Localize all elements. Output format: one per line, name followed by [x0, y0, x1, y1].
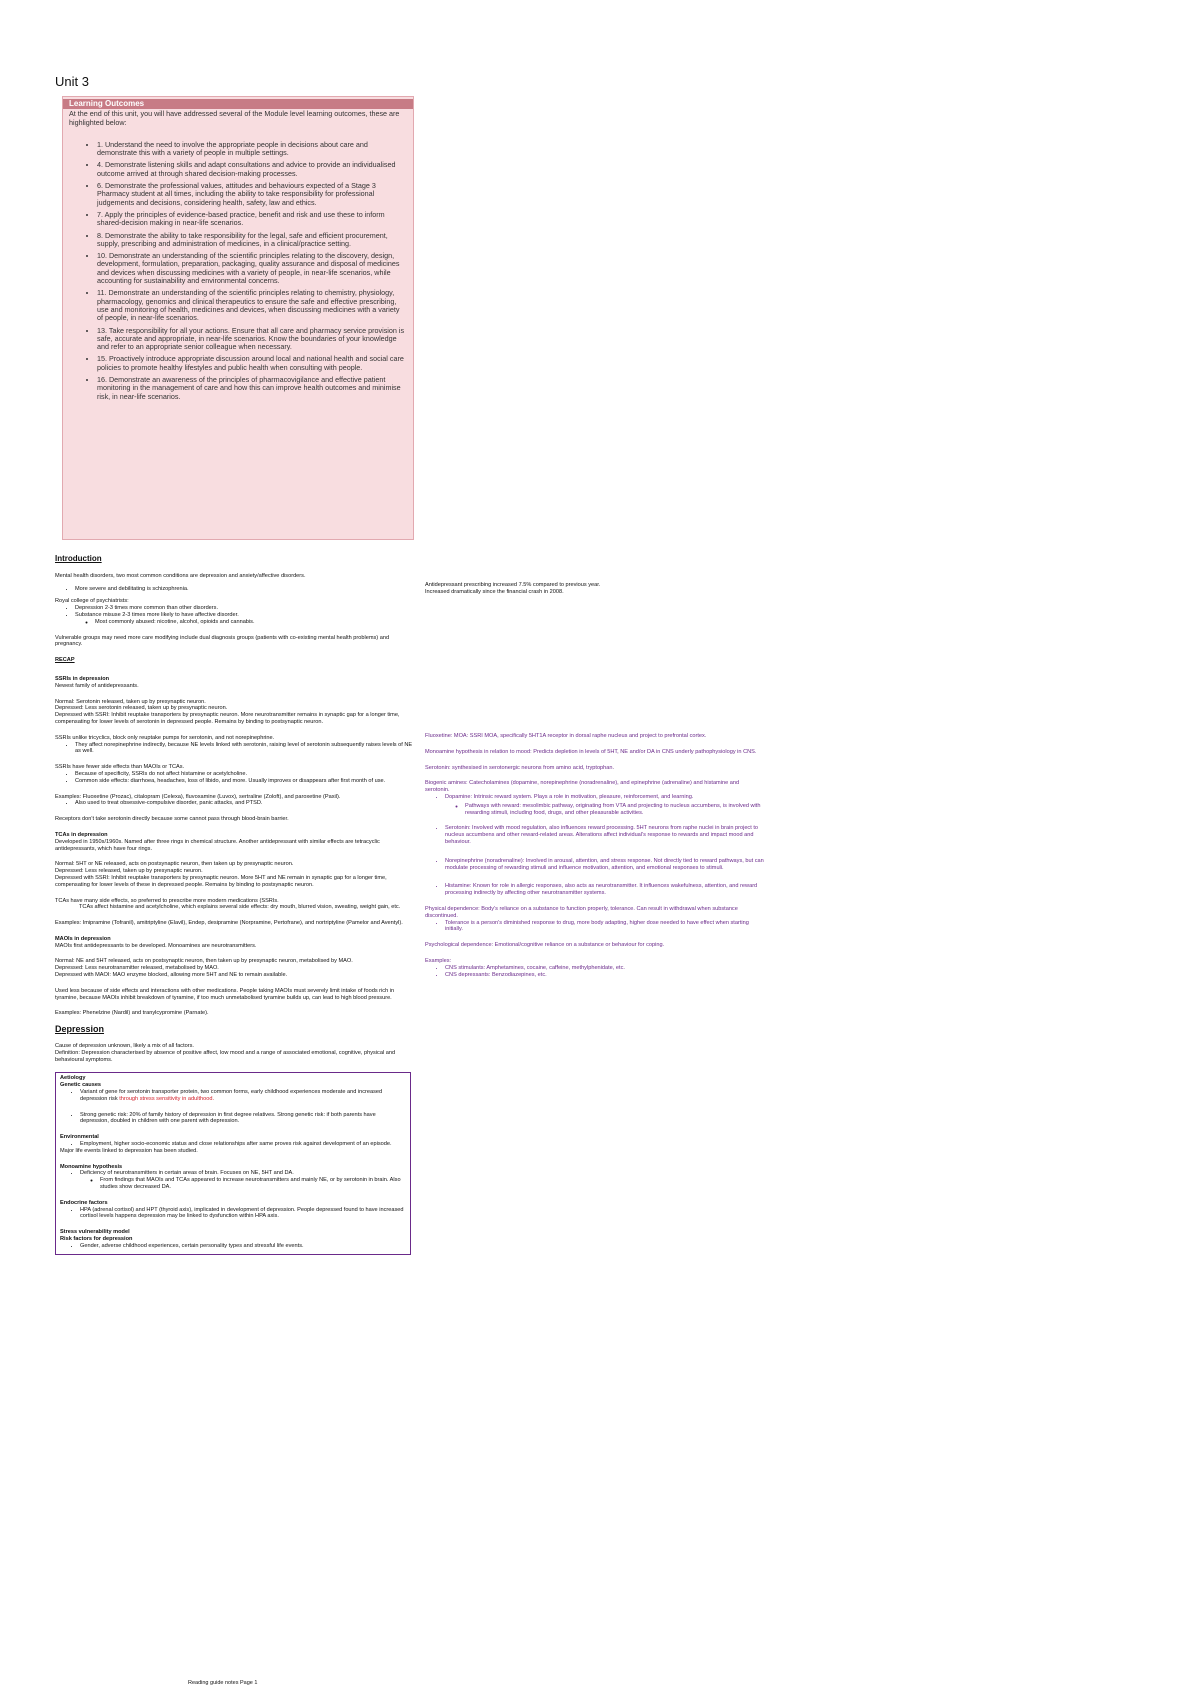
- learning-outcomes-heading: Learning Outcomes: [63, 99, 413, 109]
- list-item: ◦ From findings that MAOIs and TCAs appeared to increase neurotransmitters and mainly NE, or by serotonin in brain. Also studies show decreased DA.: [100, 1177, 406, 1191]
- list-item: • 13. Take responsibility for all your actions. Ensure that all care and pharmacy service provision is safe, accurate and appropriate, in near-life scenarios. Know the boundaries of your knowledge and refer to an appropriate senior colleague when necessary.: [97, 327, 407, 352]
- genetic-bullet-highlight: through stress sensitivity in adulthood.: [119, 1095, 215, 1102]
- list-item: • 6. Demonstrate the professional values, attitudes and behaviours expected of a Stage 3 Pharmacy student at all times, including the ability to take responsibility for professional judgements and decisions, considering health, safety, law and ethics.: [97, 182, 407, 207]
- environmental-paragraph: Major life events linked to depression has been studied.: [60, 1147, 198, 1154]
- intro-bullets: [55, 586, 415, 593]
- stress-model-subheading: Risk factors for depression: [60, 1236, 133, 1242]
- tca-line: Depressed with SSRI: Inhibit reuptake transporters by presynaptic neuron. More 5HT and NE remain in synaptic gap for a longer time, compensating for lower levels of these in depressed people. Remains by binding to postsynaptic neuron.: [55, 874, 387, 888]
- monoamine-bullets: [60, 1170, 406, 1190]
- ssri-examples-bullets: [55, 800, 415, 807]
- ssri-examples: Examples: Fluoxetine (Prozac), citalopram (Celexa), fluvoxamine (Luvox), sertraline (Zoloft), and paroxetine (Paxil).: [55, 793, 341, 800]
- rcp-heading: Royal college of psychiatrists:: [55, 598, 129, 605]
- tca-subheading: Developed in 1950s/1960s. Named after three rings in chemical structure. Another antidepressant with similar effects are tetracyclic antidepressants, which have four rings.: [55, 838, 380, 852]
- genetic-heading: Genetic causes: [60, 1082, 102, 1089]
- right-column-intro: [425, 582, 765, 596]
- genetic-bullets: [60, 1089, 406, 1103]
- ssri-line: Depressed with SSRI: Inhibit reuptake transporters by presynaptic neuron. More neurotransmitter remains in synaptic gap for a longer time, compensating for lower levels of serotonin in depressed people. Remains by binding to postsynaptic neuron.: [55, 712, 400, 725]
- list-item: ◦ Pathways with reward: mesolimbic pathway, originating from VTA and projecting to nucleus accumbens, is involved with rewarding stimuli, including food, drugs, and other pleasurable activities.: [465, 803, 765, 817]
- note-paragraph: Psychological dependence: Emotional/cognitive reliance on a substance or behaviour for coping.: [425, 942, 665, 949]
- learning-outcomes-list: [69, 141, 407, 401]
- amine-sub-bullets: [445, 803, 765, 817]
- list-item: • They affect norepinephrine indirectly, because NE levels linked with serotonin, raising level of serotonin subsequently raises levels of NE as well.: [75, 742, 415, 756]
- note-paragraph: Serotonin: synthesised in serotonergic neurons from amino acid, tryptophan.: [425, 764, 615, 771]
- ssri-line: Normal: Serotonin released, taken up by presynaptic neuron.: [55, 698, 206, 705]
- list-item: • 10. Demonstrate an understanding of the scientific principles relating to the discovery, design, development, formulation, preparation, packaging, quality assurance and disposal of medicines and devices when discussing medicines with a variety of people, in near-life scenarios, while accounting for sustainability and environmental concerns.: [97, 252, 407, 285]
- list-item: • 4. Demonstrate listening skills and adapt consultations and advice to provide an individualised outcome arrived at through shared decision-making processes.: [97, 161, 407, 178]
- list-item: • Depression 2-3 times more common than other disorders.: [75, 605, 415, 612]
- dependence-bullets: [425, 920, 765, 934]
- learning-outcomes-box: [62, 96, 414, 540]
- tca-line: Depressed: Less released, taken up by presynaptic neuron.: [55, 868, 203, 875]
- aetiology-box: [55, 1072, 411, 1254]
- maoi-subheading: MAOIs first antidepressants to be developed. Monoamines are neurotransmitters.: [55, 942, 257, 949]
- environmental-heading: Environmental: [60, 1134, 99, 1141]
- maoi-examples: Examples: Phenelzine (Nardil) and tranylcypromine (Parnate).: [55, 1010, 209, 1017]
- rcp-sub-bullets: [75, 619, 415, 626]
- right-intro-line: Increased dramatically since the financial crash in 2008.: [425, 588, 564, 595]
- list-item: • 8. Demonstrate the ability to take responsibility for the legal, safe and efficient procurement, supply, prescribing and administration of medicines, in a clinical/practice setting.: [97, 232, 407, 249]
- ssri-paragraph: Receptors don't take serotonin directly because some cannot pass through blood-brain barrier.: [55, 816, 289, 823]
- recap-title: RECAP: [55, 657, 75, 664]
- list-item: [80, 1089, 406, 1103]
- list-item: • 7. Apply the principles of evidence-based practice, benefit and risk and use these to inform shared-decision making in near-life scenarios.: [97, 211, 407, 228]
- page-footer: Reading guide notes Page 1: [188, 1680, 258, 1686]
- environmental-bullets: [60, 1141, 406, 1148]
- ssri-bullets: [55, 742, 415, 756]
- maoi-line: Normal: NE and 5HT released, acts on postsynaptic neuron, then taken up by presynaptic neuron, metabolised by MAO.: [55, 958, 353, 965]
- rcp-bullets: [55, 605, 415, 625]
- vulnerable-groups-paragraph: Vulnerable groups may need more care modifying include dual diagnosis groups (patients with co-existing mental health problems) and pregnancy.: [55, 634, 390, 648]
- list-item: • More severe and debilitating is schizophrenia.: [75, 586, 415, 593]
- list-item: • 15. Proactively introduce appropriate discussion around local and national health and social care policies to promote healthy lifestyles and public health when consulting with people.: [97, 355, 407, 372]
- list-item: • Serotonin: Involved with mood regulation, also influences reward processing. 5HT neurons from raphe nuclei in brain project to nucleus accumbens and other reward-related areas. Alterations affect individual's response to rewards and impact mood and behaviour.: [445, 825, 765, 845]
- stress-model-bullets: [60, 1243, 406, 1250]
- maoi-line: Depressed: Less neurotransmitter released, metabolised by MAO.: [55, 965, 219, 972]
- monoamine-heading: Monoamine hypothesis: [60, 1163, 123, 1170]
- right-column-notes: [425, 733, 765, 984]
- ssri-paragraph: SSRIs unlike tricyclics, block only reuptake pumps for serotonin, and not norepinephrine.: [55, 734, 275, 741]
- tca-paragraph-sub: TCAs affect histamine and acetylcholine, which explains several side effects: dry mouth, blurred vision, sweating, weight gain, etc.: [79, 904, 401, 911]
- depression-paragraph: Cause of depression unknown, likely a mix of all factors.: [55, 1043, 194, 1050]
- list-item: ◦ Most commonly abused: nicotine, alcohol, opioids and cannabis.: [95, 619, 415, 626]
- list-item: • Also used to treat obsessive-compulsive disorder, panic attacks, and PTSD.: [75, 800, 415, 807]
- list-item: • Common side effects: diarrhoea, headaches, loss of libido, and more. Usually improves or disappears after first month of use.: [75, 778, 415, 785]
- ssri-bullets: [55, 771, 415, 785]
- learning-outcomes-intro: At the end of this unit, you will have addressed several of the Module level learning outcomes, these are highlighted below:: [69, 109, 400, 127]
- list-item: • Gender, adverse childhood experiences, certain personality types and stressful life events.: [80, 1243, 406, 1250]
- ssri-line: Depressed: Less serotonin released, taken up by presynaptic neuron.: [55, 705, 228, 712]
- right-intro-line: Antidepressant prescribing increased 7.5% compared to previous year.: [425, 582, 601, 588]
- amine-bullets: [425, 794, 765, 897]
- genetic-bullets: [60, 1112, 406, 1126]
- maoi-heading: MAOIs in depression: [55, 935, 111, 942]
- ssri-heading: SSRIs in depression: [55, 675, 110, 682]
- list-item: • CNS stimulants: Amphetamines, cocaine, caffeine, methylphenidate, etc.: [445, 965, 765, 972]
- list-item: • Norepinephrine (noradrenaline): Involved in arousal, attention, and stress response. Not directly tied to reward pathways, but can modulate processing of rewarding stimuli and influence motivation, attention, and emotional responses to stimuli.: [445, 858, 765, 872]
- ssri-paragraph: SSRIs have fewer side effects than MAOIs or TCAs.: [55, 764, 185, 771]
- list-item: • 16. Demonstrate an awareness of the principles of pharmacovigilance and effective patient monitoring in the management of care and how this can improve health outcomes and minimise risk, in near-life scenarios.: [97, 376, 407, 401]
- tca-line: Normal: 5HT or NE released, acts on postsynaptic neuron, then taken up by presynaptic neuron.: [55, 861, 294, 868]
- note-paragraph: Monoamine hypothesis in relation to mood: Predicts depletion in levels of 5HT, NE and/or DA in CNS underly pathophysiology in CNS.: [425, 748, 757, 755]
- list-item: • 1. Understand the need to involve the appropriate people in decisions about care and demonstrate this with a variety of people in multiple settings.: [97, 141, 407, 158]
- introduction-title: Introduction: [55, 554, 102, 563]
- left-column: [55, 556, 415, 1255]
- list-item: • 11. Demonstrate an understanding of the scientific principles relating to chemistry, physiology, pharmacology, genomics and clinical therapeutics to ensure the safe and effective prescribing, use and monitoring of health, medicines and devices, when discussing medicines with a variety of people, in near-life scenarios.: [97, 289, 407, 322]
- note-paragraph: Fluoxetine: MOA: SSRI MOA, specifically 5HT1A receptor in dorsal raphe nucleus and project to prefrontal cortex.: [425, 733, 707, 739]
- maoi-line: Depressed with MAOI: MAO enzyme blocked, allowing more 5HT and NE to remain available.: [55, 972, 288, 979]
- list-item: • Histamine: Known for role in allergic responses, also acts as neurotransmitter. It influences wakefulness, attention, and reward processing indirectly by affecting other neurotransmitter systems.: [445, 883, 765, 897]
- tca-examples: Examples: Imipramine (Tofranil), amitriptyline (Elavil), Endep, desipramine (Norpramine, Pertofrane), and nortriptyline (Pamelor and Aventyl).: [55, 920, 403, 927]
- endocrine-heading: Endocrine factors: [60, 1199, 108, 1206]
- examples-bullets: [425, 965, 765, 979]
- list-item: • CNS depressants: Benzodiazepines, etc.: [445, 972, 765, 979]
- depression-definition: Definition: Depression characterised by absence of positive affect, low mood and a range of associated emotional, cognitive, physical and behavioural symptoms.: [55, 1049, 396, 1063]
- intro-paragraph: Mental health disorders, two most common conditions are depression and anxiety/affective disorders.: [55, 572, 306, 579]
- endocrine-bullets: [60, 1207, 406, 1221]
- list-item: • Strong genetic risk: 20% of family history of depression in first degree relatives. Strong genetic risk: if both parents have depression, doubled in children with one parent with depression.: [80, 1112, 406, 1126]
- list-item: • Because of specificity, SSRIs do not affect histamine or acetylcholine.: [75, 771, 415, 778]
- monoamine-sub-bullets: [80, 1177, 406, 1191]
- aetiology-heading: Aetiology: [60, 1075, 86, 1082]
- tca-heading: TCAs in depression: [55, 831, 108, 838]
- examples-heading: Examples:: [425, 957, 452, 964]
- list-item: • Employment, higher socio-economic status and close relationships after same proves risk against development of an episode.: [80, 1141, 406, 1148]
- list-item: • Substance misuse 2-3 times more likely to have affective disorder.: [75, 612, 415, 619]
- list-item: • HPA (adrenal cortisol) and HPT (thyroid axis), implicated in development of depression. People depressed found to have increased cortisol levels happens depression may be linked to dysfunction within HPA axis.: [80, 1207, 406, 1221]
- note-paragraph: Biogenic amines: Catecholamines (dopamine, norepinephrine (noradrenaline), and epinephrine (adrenaline) and histamine and serotonin.: [425, 780, 740, 794]
- tca-paragraph: TCAs have many side effects, so preferred to prescribe more modern medications (SSRIs.: [55, 897, 279, 904]
- maoi-paragraph: Used less because of side effects and interactions with other medications. People taking MAOIs must severely limit intake of foods rich in tyramine, because MAOIs inhibit breakdown of tyramine, if too much unmetabolised tyramine builds up, can lead to high blood pressure.: [55, 987, 395, 1001]
- unit-title: Unit 3: [55, 74, 89, 89]
- genetic-bullet-text: Variant of gene for serotonin transporter protein, two common forms, early childhood experiences moderate and increased depression risk: [80, 1089, 383, 1102]
- stress-model-heading: Stress vulnerability model: [60, 1229, 130, 1236]
- list-item: • Tolerance is a person's diminished response to drug, more body adapting, higher dose needed to have effect when starting initially.: [445, 920, 765, 934]
- note-paragraph: Physical dependence: Body's reliance on a substance to function properly, tolerance. Can result in withdrawal when substance discontinued.: [425, 905, 738, 919]
- depression-title: Depression: [55, 1024, 105, 1035]
- list-item: • Deficiency of neurotransmitters in certain areas of brain. Focuses on NE, 5HT and DA.: [80, 1170, 406, 1177]
- ssri-subheading: Newest family of antidepressants.: [55, 682, 139, 689]
- list-item: • Dopamine: Intrinsic reward system. Plays a role in motivation, pleasure, reinforcement, and learning.: [445, 794, 765, 801]
